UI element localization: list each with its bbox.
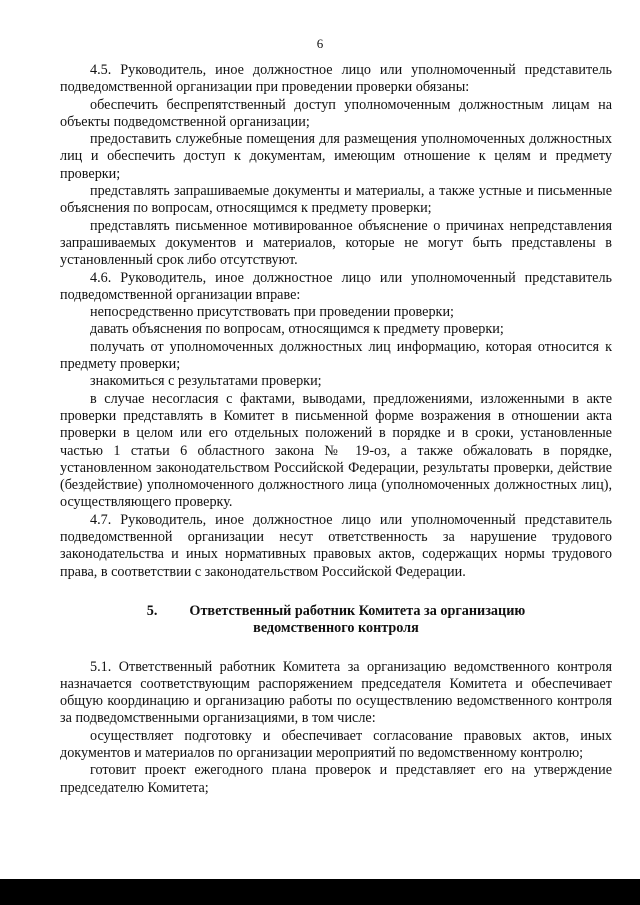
paragraph-4-5: 4.5. Руководитель, иное должностное лицо или уполномоченный представитель подведомственной организации при проведении проверки обязаны: [60,62,612,96]
paragraph-4-7: 4.7. Руководитель, иное должностное лицо или уполномоченный представитель подведомственной организации несут ответственность за нарушение трудового законодательства и иных нормативных правовых актов, содержащих нормы трудового права, в соответствии с законодательством Российской Федерации. [60,511,612,580]
section-heading [60,603,612,638]
section-number: 5. [146,602,158,619]
document-body [60,62,612,797]
section-title-text: Ответственный работник Комитета за организацию [189,602,526,619]
list-item: представлять письменное мотивированное объяснение о причинах непредставления запрашиваемых документов и материалов, которые не могут быть представлены в установленный срок либо отсутствуют. [60,217,612,269]
list-item: осуществляет подготовку и обеспечивает согласование правовых актов, иных документов и материалов по организации мероприятий по ведомственному контролю; [60,727,612,761]
scan-border-bar [0,879,640,905]
section-heading-line1 [60,603,612,620]
list-item: готовит проект ежегодного плана проверок и представляет его на утверждение председателю Комитета; [60,762,612,796]
page-number: 6 [316,36,324,51]
list-item: получать от уполномоченных должностных лиц информацию, которая относится к предмету проверки; [60,338,612,373]
list-item: давать объяснения по вопросам, относящимся к предмету проверки; [90,321,504,338]
list-item: представлять запрашиваемые документы и материалы, а также устные и письменные объяснения по вопросам, относящимся к предмету проверки; [60,183,612,217]
list-item: обеспечить беспрепятственный доступ уполномоченным должностным лицам на объекты подведомственной организации; [60,96,612,130]
list-item: непосредственно присутствовать при проведении проверки; [90,304,454,321]
list-item: предоставить служебные помещения для размещения уполномоченных должностных лиц и обеспечить доступ к документам, имеющим отношение к целям и предмету проверки; [60,131,612,182]
paragraph-5-1: 5.1. Ответственный работник Комитета за организацию ведомственного контроля назначается соответствующим распоряжением председателя Комитета и обеспечивает общую координацию и организацию работы по осуществлению ведомственного контроля за подведомственными организациями, в том числе: [60,658,612,727]
paragraph-4-6: 4.6. Руководитель, иное должностное лицо или уполномоченный представитель подведомственной организации вправе: [60,269,612,303]
list-item: в случае несогласия с фактами, выводами, предложениями, изложенными в акте проверки представлять в Комитет в письменной форме возражения в отношении акта проверки в целом или его отдельных положений в порядке и в сроки, установленные частью 1 статьи 6 областного закона № 19-оз, а также обжаловать в порядке, установленном законодательством Российской Федерации, результаты проверки, действие (бездействие) уполномоченного должностного лица (уполномоченных должностных лиц), осуществляющего проверку. [60,390,612,511]
list-item: знакомиться с результатами проверки; [90,373,322,390]
section-heading-line2: ведомственного контроля [253,620,419,637]
